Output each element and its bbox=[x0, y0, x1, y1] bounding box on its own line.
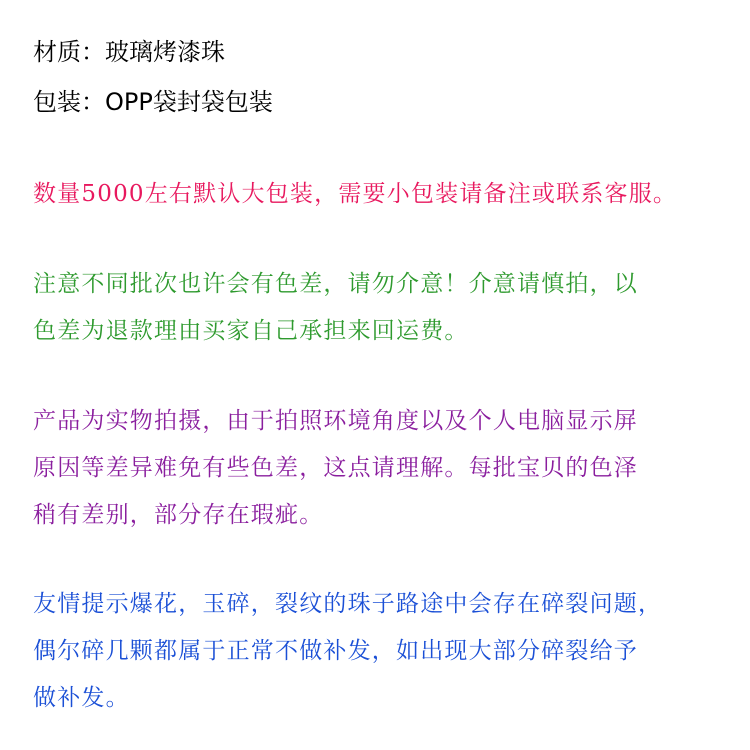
breakage-note-line-1: 友情提示爆花，玉碎，裂纹的珠子路途中会存在碎裂问题， bbox=[33, 591, 663, 617]
material-spec: 材质：玻璃烤漆珠 bbox=[33, 38, 225, 66]
color-diff-note-line-1: 注意不同批次也许会有色差，请勿介意！介意请慎拍，以 bbox=[33, 271, 638, 297]
color-diff-note-line-2: 色差为退款理由买家自己承担来回运费。 bbox=[33, 318, 469, 344]
quantity-note-line: 数量5000左右默认大包装，需要小包装请备注或联系客服。 bbox=[33, 181, 678, 207]
breakage-note-line-2: 偶尔碎几颗都属于正常不做补发，如出现大部分碎裂给予 bbox=[33, 638, 638, 664]
photo-note-line-3: 稍有差别，部分存在瑕疵。 bbox=[33, 502, 324, 528]
photo-note-line-2: 原因等差异难免有些色差，这点请理解。每批宝贝的色泽 bbox=[33, 455, 638, 481]
photo-note-line-1: 产品为实物拍摄，由于拍照环境角度以及个人电脑显示屏 bbox=[33, 408, 638, 434]
packaging-spec: 包装：OPP袋封袋包装 bbox=[33, 88, 273, 116]
breakage-note-line-3: 做补发。 bbox=[33, 685, 130, 711]
